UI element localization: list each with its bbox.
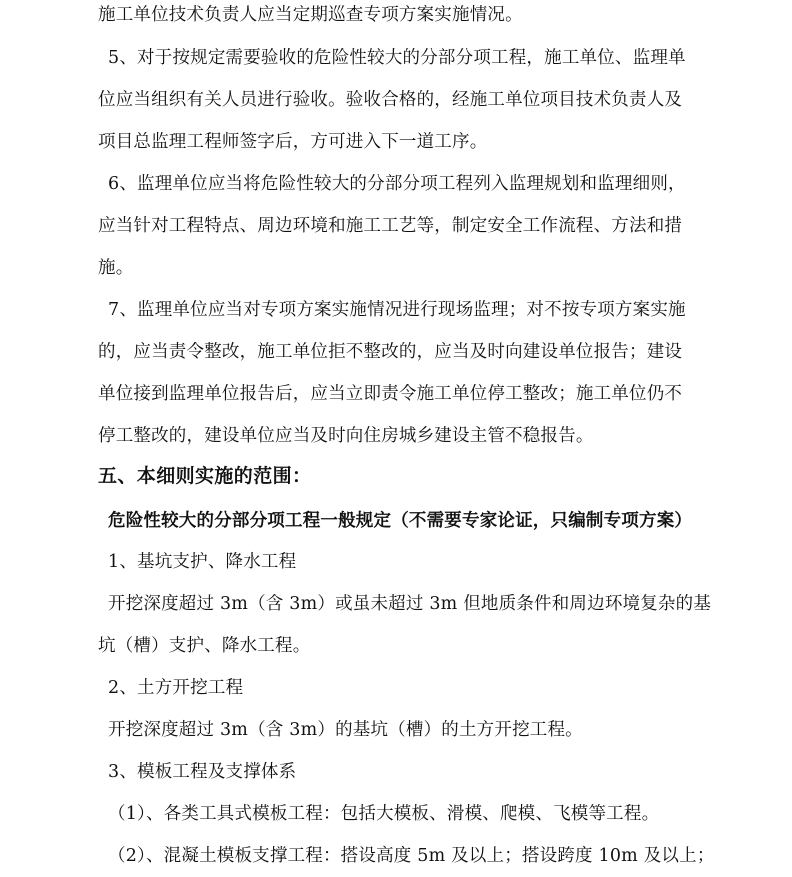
paragraph-line-9: 的，应当责令整改，施工单位拒不整改的，应当及时向建设单位报告；建设 (98, 342, 683, 362)
item-heading-3: 3、模板工程及支撑体系 (108, 762, 297, 782)
paragraph-line-15: （1）、各类工具式模板工程：包括大模板、滑模、爬模、飞模等工程。 (108, 804, 660, 824)
paragraph-line-13: 坑（槽）支护、降水工程。 (98, 636, 311, 656)
paragraph-line-12: 开挖深度超过 3m（含 3m）或虽未超过 3m 但地质条件和周边环境复杂的基 (108, 594, 712, 614)
paragraph-line-16: （2）、混凝土模板支撑工程：搭设高度 5m 及以上；搭设跨度 10m 及以上； (108, 846, 715, 866)
paragraph-line-2: 5、对于按规定需要验收的危险性较大的分部分项工程，施工单位、监理单 (108, 48, 686, 68)
item-heading-1: 1、基坑支护、降水工程 (108, 552, 297, 572)
paragraph-line-3: 位应当组织有关人员进行验收。验收合格的，经施工单位项目技术负责人及 (98, 90, 683, 110)
section-heading: 五、本细则实施的范围： (98, 465, 312, 487)
paragraph-line-4: 项目总监理工程师签字后，方可进入下一道工序。 (98, 132, 488, 152)
section-subheading: 危险性较大的分部分项工程一般规定（不需要专家论证，只编制专项方案） (108, 511, 693, 531)
paragraph-line-7: 施。 (98, 258, 134, 278)
paragraph-line-14: 开挖深度超过 3m（含 3m）的基坑（槽）的土方开挖工程。 (108, 720, 583, 740)
paragraph-line-10: 单位接到监理单位报告后，应当立即责令施工单位停工整改；施工单位仍不 (98, 384, 683, 404)
paragraph-line-1: 施工单位技术负责人应当定期巡查专项方案实施情况。 (98, 5, 523, 25)
paragraph-line-6: 应当针对工程特点、周边环境和施工工艺等，制定安全工作流程、方法和措 (98, 216, 683, 236)
paragraph-line-8: 7、监理单位应当对专项方案实施情况进行现场监理；对不按专项方案实施 (108, 300, 686, 320)
paragraph-line-5: 6、监理单位应当将危险性较大的分部分项工程列入监理规划和监理细则， (108, 174, 686, 194)
paragraph-line-11: 停工整改的，建设单位应当及时向住房城乡建设主管不稳报告。 (98, 426, 594, 446)
item-heading-2: 2、土方开挖工程 (108, 678, 244, 698)
